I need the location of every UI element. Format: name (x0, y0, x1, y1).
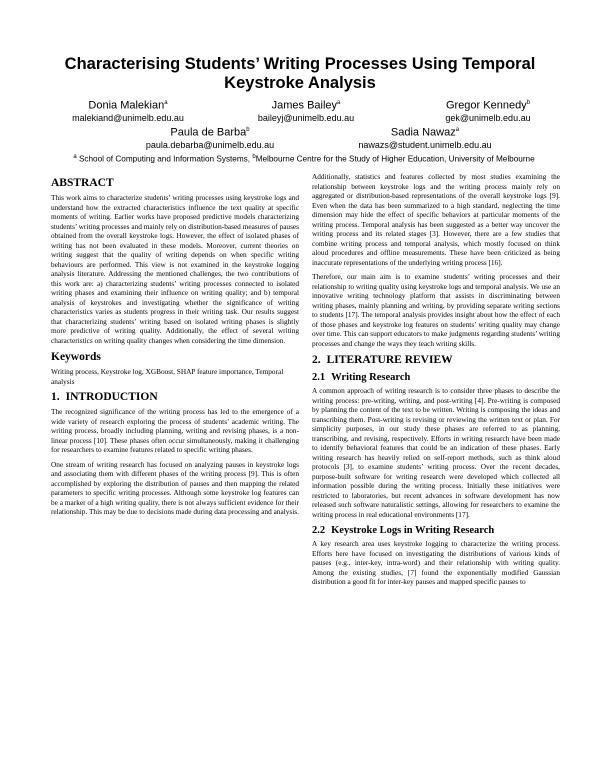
right-column (312, 172, 560, 592)
section-number: 2. (312, 354, 321, 366)
affil-mark: a (73, 154, 77, 160)
author-block (130, 124, 290, 151)
author-email: gek@unimelb.edu.au (445, 112, 531, 123)
abstract-text: This work aims to characterize students’ writing processes using keystroke logs and understand how the extracted characteristics influence the text quality at specific moments of writing. Earlier works have proposed predictive models characterizing students’ writing processes and mainly rely on distribution-based measures of pauses obtained from the overall keystroke logs. However, the effect of isolated phases of writing has not been evaluated in these models. Moreover, current theories on writing suggest that the quality of writing depends on when specific writing behaviours are performed. This view is not examined in the keystroke logging analysis literature. Addressing the mentioned challenges, the two contributions of this work are: a) characterizing students’ writing processes connected to isolated writing phases and examining their influence on writing quality; and b) temporal analysis of keystrokes and investigating whether the significance of writing characteristics varies as students progress in their writing task. Our results suggest that characterizing students’ writing based on isolated writing phases is slightly more predictive of writing quality. Additionally, the effect of several writing characteristics on writing quality changes when considering the time dimension. (51, 193, 299, 345)
keywords-text: Writing process, Keystroke log, XGBoost, SHAP feature importance, Temporal analysis (51, 367, 284, 386)
subsection-number: 2.2 (312, 525, 326, 536)
left-column (51, 172, 299, 522)
section-heading (51, 390, 299, 404)
section-heading (312, 353, 560, 367)
author-affil-mark: b (526, 100, 531, 106)
paragraph: Therefore, our main aim is to examine students’ writing processes and their relationship to writing quality using keystroke logs and temporal analysis. We use an innovative writing technology platform that assists in discriminating between writing phases, mainly planning and writing, by providing separate writing sections to students [17]. The temporal analysis provides insight about how the effect of each of those phases and keystroke log features on students’ writing quality may change over time. This can support educators to make judgments regarding students’ writing processes and change the ways they teach writing skills. (312, 272, 560, 348)
author-affil-mark: b (246, 127, 250, 133)
author-name: Donia Malekian (88, 99, 165, 112)
author-email: paula.debarba@unimelb.edu.au (145, 139, 275, 150)
affiliations (30, 152, 578, 165)
author-block (58, 97, 198, 124)
section-title: LITERATURE REVIEW (326, 354, 453, 366)
subsection-title: Writing Research (331, 372, 411, 383)
author-affil-mark: a (455, 127, 460, 133)
subsection-number: 2.1 (312, 372, 326, 383)
keywords-heading: Keywords (51, 351, 101, 363)
author-affil-mark: a (337, 100, 341, 106)
author-name: Paula de Barba (170, 126, 247, 139)
paper-title: Characterising Students’ Writing Processes Using Temporal Keystroke Analysis (64, 55, 536, 92)
section-title: INTRODUCTION (65, 391, 158, 403)
author-name: Sadia Nawaz (390, 126, 456, 139)
subsection-heading (312, 524, 560, 537)
author-affil-mark: a (164, 100, 168, 106)
author-name: James Bailey (271, 99, 338, 112)
section-number: 1. (51, 391, 60, 403)
paragraph: A common approach of writing research is to consider three phases to describe the writing process: pre-writing, writing, and post-writing [4]. Pre-writing is composed by planning the content of the text to be written. Writing is composing the ideas and transcribing them. Post-writing is revising or reviewing the written text or plan. For simplicity purposes, in our study these phases are referred to as planning, transcribing, and revising, respectively. Efforts in writing research have been made to identify behavioral features that could be an indication of these phases. Early writing research has heavily relied on self-report methods, such as think aloud protocols [3], to examine students’ writing process. Over the recent decades, purpose-built software for writing research were developed which collected all information possible during the writing process. Initially these initiatives were restricted to laboratories, but recent advances in software development has now released such software naturalistic settings, allowing for researchers to examine the writing process in real educational environments [17]. (312, 386, 560, 519)
author-block (418, 97, 558, 124)
paragraph: One stream of writing research has focused on analyzing pauses in keystroke logs and associating them with different phases of the writing process [9]. This is often accomplished by exploring the distribution of pauses and then mapping the related parameters to specific writing processes. Although some keystroke log features can be a marker of a high writing quality, there is not always sufficient evidence for their relationship. This may be due to decisions made during data processing and analysis. (51, 459, 299, 516)
subsection-heading (312, 371, 560, 384)
subsection-title: Keystroke Logs in Writing Research (331, 525, 495, 536)
affil-text: Melbourne Centre for the Study of Higher Education, University of Melbourne (255, 154, 535, 164)
author-block (340, 124, 510, 151)
abstract-heading: ABSTRACT (51, 177, 114, 189)
paragraph: The recognized significance of the writing process has led to the emergence of a wide variety of research exploring the process of students’ academic writing. The writing process, broadly including planning, writing and revising phases, is a non-linear process [10]. These phases often occur simultaneously, making it challenging for researchers to examine features related to specific writing phases. (51, 407, 299, 454)
author-email: baileyj@unimelb.edu.au (257, 112, 355, 123)
author-block (236, 97, 376, 124)
paragraph: A key research area uses keystroke logging to characterize the writing process. Efforts here have focused on investigating the distributions of various kinds of pauses (e.g., inter-key, intra-word) and their relationship with writing quality. Among the existing studies, [7] found the exponentially modified Gaussian distribution a good fit for inter-key pauses and mapped specific pauses to (312, 539, 560, 586)
affil-text: School of Computing and Information Systems, (78, 154, 251, 164)
author-email: malekiand@unimelb.edu.au (72, 112, 184, 123)
author-email: nawazs@student.unimelb.edu.au (358, 139, 492, 150)
affil-mark: b (252, 154, 256, 160)
paragraph: Additionally, statistics and features collected by most studies examining the relationship between keystroke logs and the writing process mainly rely on aggregated or distribution-based representations of the overall keystroke logs [9]. Even when the data has been summarized to a high standard, neglecting the time dimension may hide the effect of specific behaviors at particular moments of the writing process. Temporal analysis has been suggested as a better way uncover the writing process and its related stages [3]. However, there are a few studies that combine writing process and temporal analysis, which mostly focused on think aloud procedures and offline measurements. These have been criticized as being inaccurate representations of the underlying writing process [16]. (312, 172, 560, 267)
author-name: Gregor Kennedy (445, 99, 527, 112)
